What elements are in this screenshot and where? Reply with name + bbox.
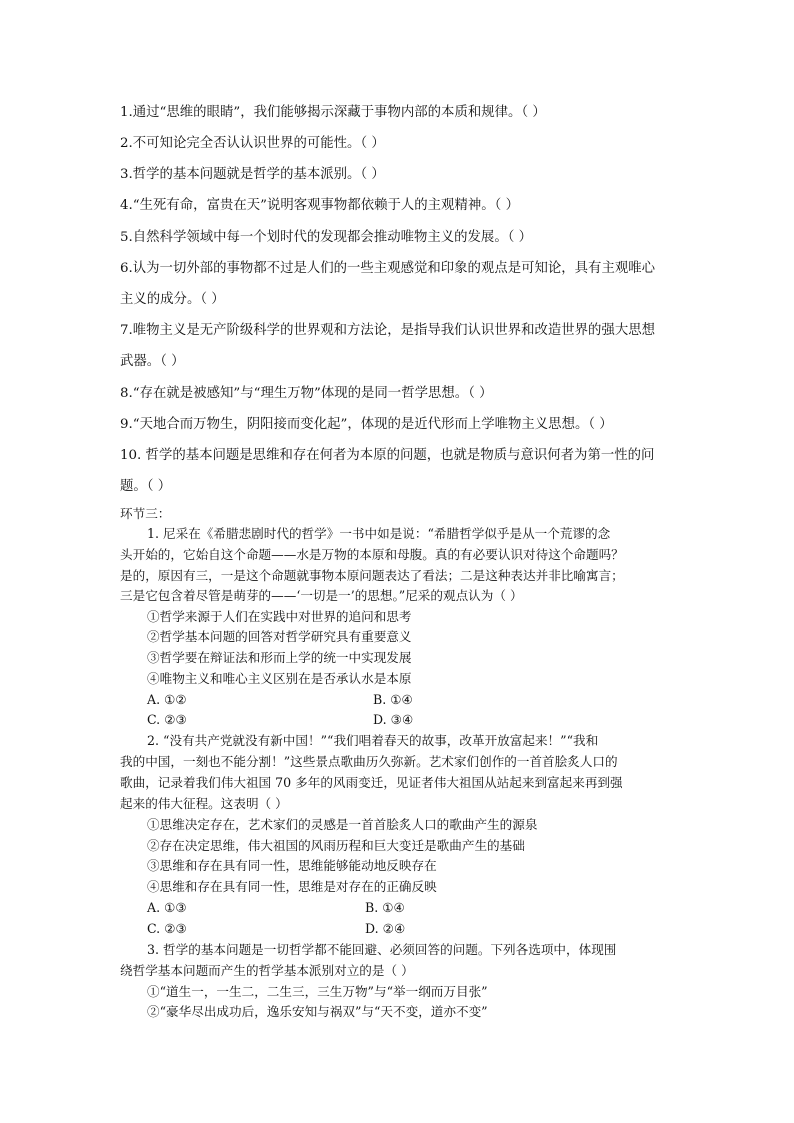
section-heading: 环节三： <box>120 506 171 521</box>
mc2-item-2: ②存在决定思维，伟大祖国的风雨历程和巨大变迁是歌曲产生的基础 <box>147 838 525 853</box>
mc1-item-1: ①哲学来源于人们在实践中对世界的追问和思考 <box>147 609 412 624</box>
mc3-item-1: ①“道生一，一生二，二生三，三生万物”与“举一纲而万目张” <box>147 984 488 999</box>
tf-question-2: 2.不可知论完全否认认识世界的可能性。（ ） <box>120 136 385 151</box>
mc2-stem-line-1: 2. “没有共产党就没有新中国！”“我们唱着春天的故事，改革开放富起来！”“我和 <box>147 733 599 748</box>
mc1-item-4: ④唯物主义和唯心主义区别在是否承认水是本原 <box>147 671 412 686</box>
mc2-item-4: ④思维和存在具有同一性，思维是对存在的正确反映 <box>147 879 437 894</box>
mc1-stem-line-4: 三是它包含着尽管是萌芽的——‘一切是一’的思想。”尼采的观点认为（ ） <box>120 588 523 603</box>
tf-question-7-line-1: 7.唯物主义是无产阶级科学的世界观和方法论，是指导我们认识世界和改造世界的强大思想 <box>120 323 656 338</box>
mc1-option-d: D. ③④ <box>373 712 414 727</box>
tf-question-6-line-2: 主义的成分。（ ） <box>120 292 225 307</box>
mc1-stem-line-3: 是的，原因有三，一是这个命题就事物本原问题表达了看法；二是这种表达并非比喻寓言； <box>120 568 624 583</box>
tf-question-6-line-1: 6.认为一切外部的事物都不过是人们的一些主观感觉和印象的观点是可知论，具有主观唯心 <box>120 261 656 276</box>
tf-question-7-line-2: 武器。（ ） <box>120 354 185 369</box>
mc2-option-b: B. ①④ <box>365 900 405 915</box>
mc2-option-d: D. ②④ <box>365 921 406 936</box>
tf-question-3: 3.哲学的基本问题就是哲学的基本派别。（ ） <box>120 167 385 182</box>
mc2-stem-line-3: 歌曲，记录着我们伟大祖国 70 多年的风雨变迁，见证者伟大祖国从站起来到富起来再到强 <box>120 775 623 790</box>
mc1-option-c: C. ②③ <box>147 712 187 727</box>
tf-question-1: 1.通过“思维的眼睛”，我们能够揭示深藏于事物内部的本质和规律。（ ） <box>120 105 546 120</box>
tf-question-10-line-2: 题。（ ） <box>120 479 172 494</box>
mc2-item-1: ①思维决定存在，艺术家们的灵感是一首首脍炙人口的歌曲产生的源泉 <box>147 817 538 832</box>
mc2-item-3: ③思维和存在具有同一性，思维能够能动地反映存在 <box>147 858 437 873</box>
mc1-item-3: ③哲学要在辩证法和形而上学的统一中实现发展 <box>147 650 412 665</box>
mc3-stem-line-2: 绕哲学基本问题而产生的哲学基本派别对立的是（ ） <box>120 963 414 978</box>
tf-question-8: 8.“存在就是被感知”与“理生万物”体现的是同一哲学思想。（ ） <box>120 386 493 401</box>
mc1-stem-line-2: 头开始的，它始自这个命题——水是万物的本原和母腹。真的有必要认识对待这个命题吗？ <box>120 547 624 562</box>
tf-question-4: 4.“生死有命，富贵在天”说明客观事物都依赖于人的主观精神。（ ） <box>120 198 519 213</box>
mc1-option-a: A. ①② <box>147 692 187 707</box>
mc3-item-2: ②“豪华尽出成功后，逸乐安知与祸双”与“天不变，道亦不变” <box>147 1004 488 1019</box>
mc2-stem-line-4: 起来的伟大征程。这表明（ ） <box>120 796 288 811</box>
tf-question-5: 5.自然科学领域中每一个划时代的发现都会推动唯物主义的发展。（ ） <box>120 230 533 245</box>
mc3-stem-line-1: 3. 哲学的基本问题是一切哲学都不能回避、必须回答的问题。下列各选项中，体现围 <box>147 942 617 957</box>
mc2-option-c: C. ②③ <box>147 921 187 936</box>
mc2-stem-line-2: 我的中国，一刻也不能分割！”这些景点歌曲历久弥新。艺术家们创作的一首首脍炙人口的 <box>120 754 618 769</box>
mc1-item-2: ②哲学基本问题的回答对哲学研究具有重要意义 <box>147 629 412 644</box>
tf-question-10-line-1: 10. 哲学的基本问题是思维和存在何者为本原的问题，也就是物质与意识何者为第一性的问 <box>120 448 655 463</box>
tf-question-9: 9.“天地合而万物生，阴阳接而变化起”，体现的是近代形而上学唯物主义思想。（ ） <box>120 417 613 432</box>
mc2-option-a: A. ①③ <box>147 900 187 915</box>
mc1-option-b: B. ①④ <box>373 692 413 707</box>
mc1-stem-line-1: 1. 尼采在《希腊悲剧时代的哲学》一书中如是说：“希腊哲学似乎是从一个荒谬的念 <box>147 526 611 541</box>
